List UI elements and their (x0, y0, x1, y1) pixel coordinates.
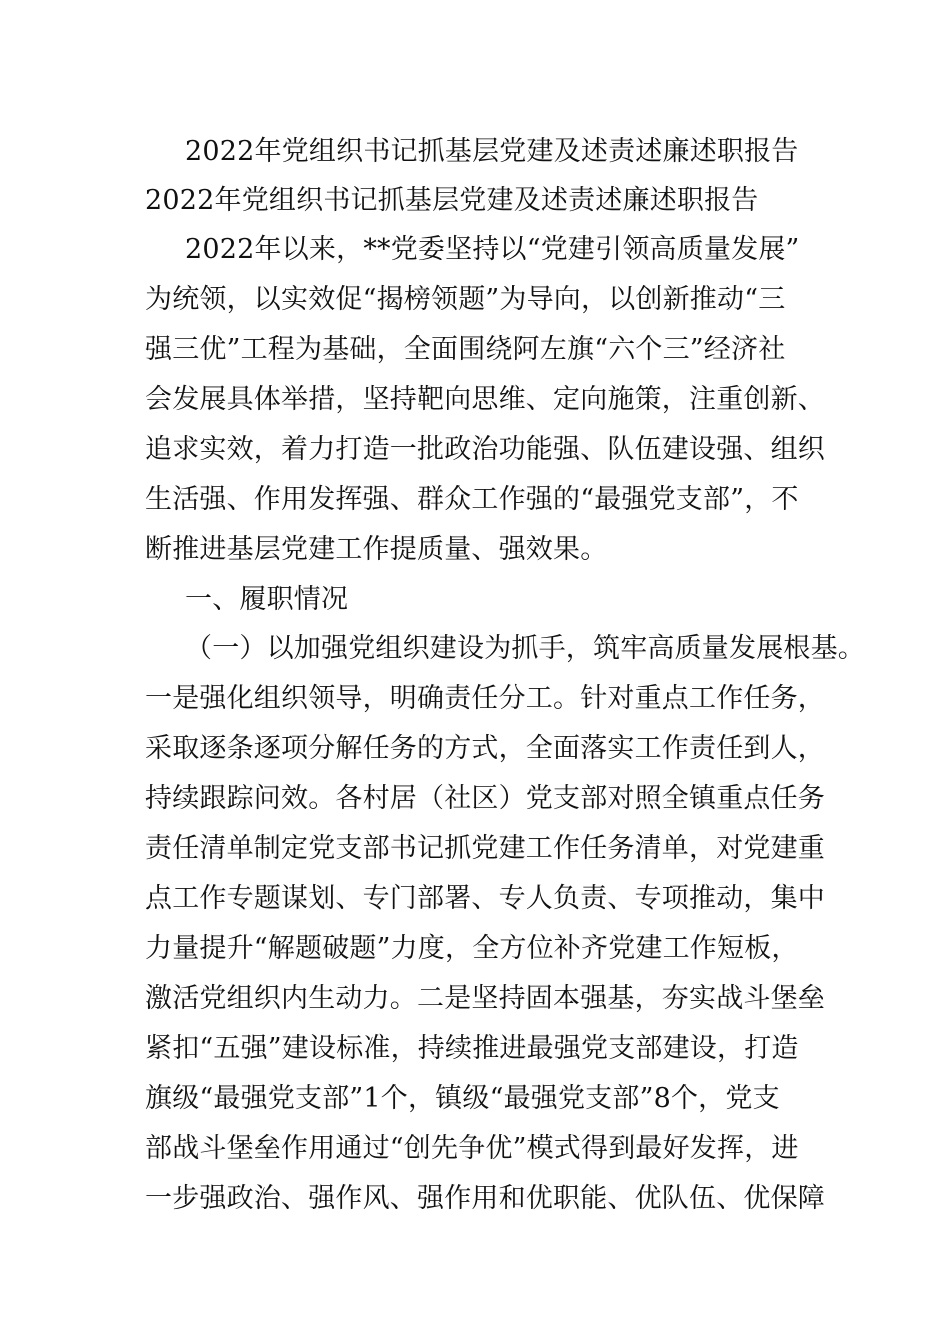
body-line: 点工作专题谋划、专门部署、专人负责、专项推动，集中 (145, 883, 825, 914)
body-line: 强三优”工程为基础，全面围绕阿左旗“六个三”经济社 (145, 334, 786, 365)
body-line: 激活党组织内生动力。二是坚持固本强基，夯实战斗堡垒 (145, 983, 825, 1014)
body-line: 2022年以来，**党委坚持以“党建引领高质量发展” (185, 234, 800, 265)
body-line: 旗级“最强党支部”1个，镇级“最强党支部”8个，党支 (145, 1083, 780, 1114)
body-line: 持续跟踪问效。各村居（社区）党支部对照全镇重点任务 (145, 783, 825, 814)
document-title-line-2: 2022年党组织书记抓基层党建及述责述廉述职报告 (145, 185, 759, 216)
body-line: 追求实效，着力打造一批政治功能强、队伍建设强、组织 (145, 434, 825, 465)
body-line: 部战斗堡垒作用通过“创先争优”模式得到最好发挥，进 (145, 1133, 799, 1164)
section-heading: 一、履职情况 (185, 584, 349, 615)
subsection-heading: （一）以加强党组织建设为抓手，筑牢高质量发展根基。 (185, 633, 865, 664)
body-line: 断推进基层党建工作提质量、强效果。 (145, 534, 608, 565)
body-line: 一步强政治、强作风、强作用和优职能、优队伍、优保障 (145, 1183, 825, 1214)
body-line: 会发展具体举措，坚持靶向思维、定向施策，注重创新、 (145, 384, 825, 415)
body-line: 生活强、作用发挥强、群众工作强的“最强党支部”，不 (145, 484, 799, 515)
document-title-line-1: 2022年党组织书记抓基层党建及述责述廉述职报告 (185, 136, 799, 167)
body-line: 采取逐条逐项分解任务的方式，全面落实工作责任到人， (145, 733, 825, 764)
body-line: 责任清单制定党支部书记抓党建工作任务清单，对党建重 (145, 833, 825, 864)
body-line: 为统领，以实效促“揭榜领题”为导向，以创新推动“三 (145, 284, 786, 315)
body-line: 紧扣“五强”建设标准，持续推进最强党支部建设，打造 (145, 1033, 799, 1064)
body-line: 一是强化组织领导，明确责任分工。针对重点工作任务， (145, 683, 825, 714)
body-line: 力量提升“解题破题”力度，全方位补齐党建工作短板， (145, 933, 799, 964)
